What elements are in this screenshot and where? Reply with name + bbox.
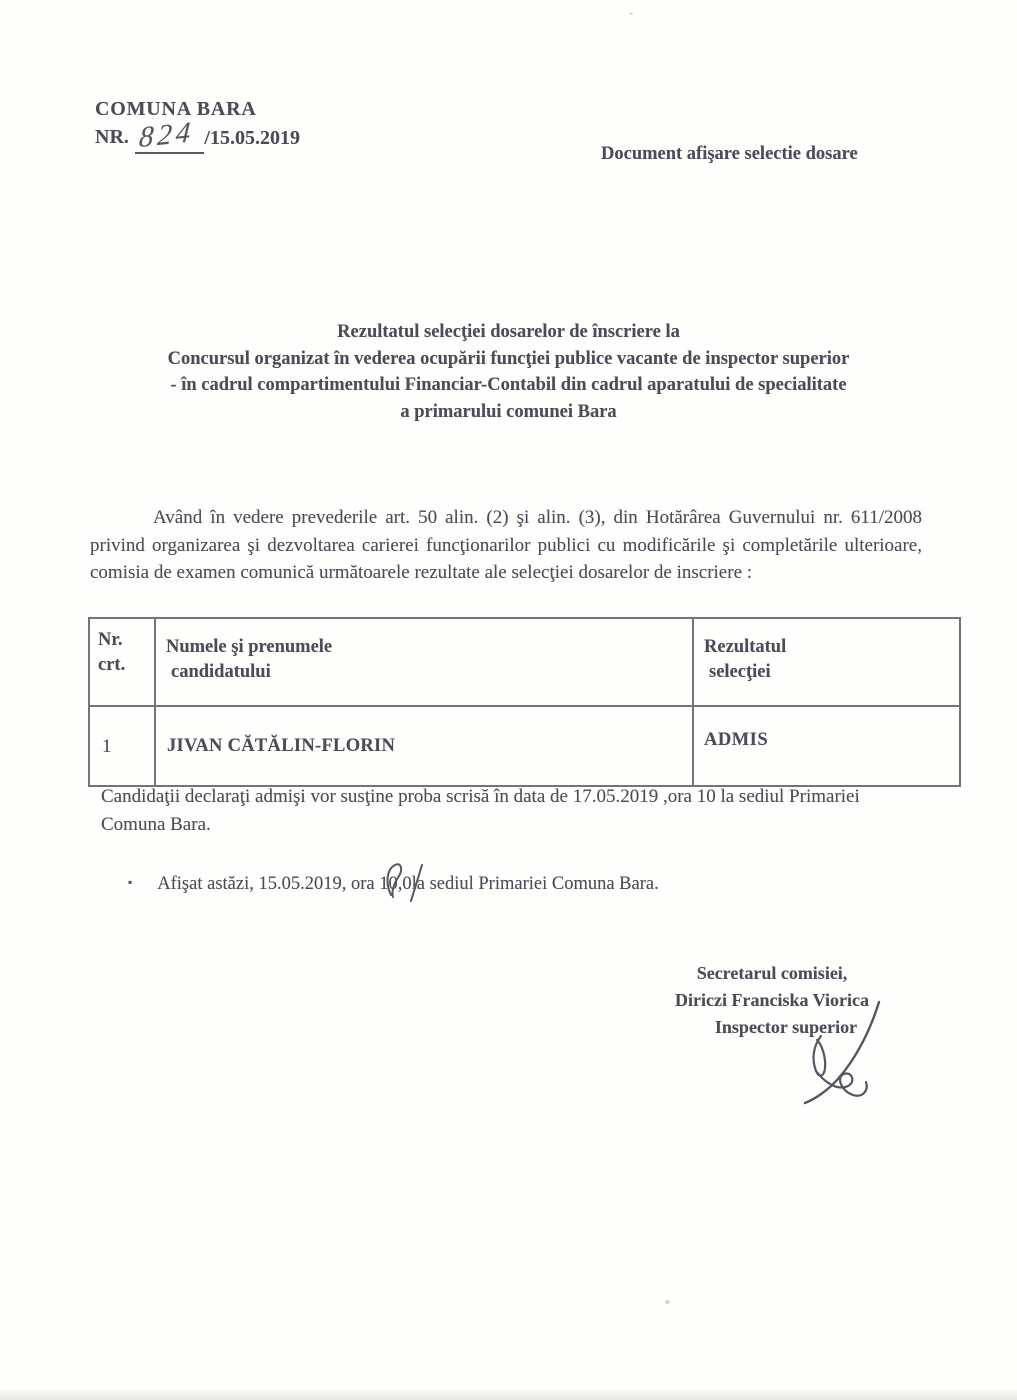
document-header — [95, 98, 300, 156]
table-header-row — [89, 618, 960, 706]
header-cell-name — [155, 618, 693, 706]
hour-digits: 0,0 — [388, 874, 412, 894]
cell-candidate-name: JIVAN CĂTĂLIN-FLORIN — [155, 706, 693, 786]
scanner-edge-shadow — [0, 1388, 1017, 1400]
written-test-note: Candidaţii declaraţi admişi vor susţine proba scrisă în data de 17.05.2019 ,ora 10 la sediul Primariei Comuna Bara. — [101, 786, 860, 835]
header-cell-result — [693, 618, 960, 706]
scan-speck — [629, 12, 633, 15]
signature-name-line: Diriczi Franciska Viorica — [675, 990, 869, 1010]
header-result-line1: Rezultatul — [704, 637, 787, 657]
organization-name: COMUNA BARA — [95, 98, 257, 120]
square-bullet-icon: ▪ — [128, 875, 133, 889]
scan-speck — [665, 1300, 670, 1304]
posting-note-line — [128, 874, 659, 895]
title-line-3: - în cadrul compartimentului Financiar-Contabil din cadrul aparatului de specialitate — [170, 375, 847, 395]
handwritten-hour — [388, 874, 411, 895]
title-line-1: Rezultatul selecţiei dosarelor de înscriere la — [337, 322, 680, 342]
document-title — [0, 319, 1017, 425]
document-type-label: Document afişare selectie dosare — [601, 144, 858, 164]
title-line-2: Concursul organizat în vederea ocupării funcţiei publice vacante de inspector superior — [167, 348, 850, 369]
handwritten-number-underline — [135, 115, 205, 155]
title-line-4: a primarului comunei Bara — [400, 401, 617, 422]
nr-label: NR. — [95, 126, 129, 148]
cell-result: ADMIS — [693, 706, 960, 786]
header-nr-line1: Nr. — [98, 630, 123, 650]
results-table — [88, 617, 961, 787]
table-row — [89, 706, 960, 786]
handwritten-signature — [775, 1000, 890, 1105]
header-name-line1: Numele şi prenumele — [166, 637, 333, 657]
signature-role-line: Secretarul comisiei, — [696, 963, 848, 983]
header-result-line2: selecţiei — [709, 662, 771, 682]
posting-text-after: la sediul Primariei Comuna Bara. — [411, 874, 659, 894]
handwritten-registration-number: 824 — [137, 115, 196, 155]
registration-number-line — [95, 115, 300, 156]
header-nr-line2: crt. — [98, 655, 126, 675]
header-cell-nr — [89, 618, 155, 706]
cell-row-number: 1 — [89, 706, 155, 786]
header-name-line2: candidatului — [171, 662, 271, 682]
intro-paragraph: Având în vedere prevederile art. 50 alin. (2) şi alin. (3), din Hotărârea Guvernului nr. 611/2008 privind organizarea şi dezvoltarea carierei funcţionarilor publici cu modificările şi completările ulterioare, comisia de examen comunică următoarele rezultate ale selecţiei dosarelor de inscriere : — [90, 507, 922, 583]
registration-date: /15.05.2019 — [204, 127, 300, 149]
posting-text-before: Afişat astăzi, 15.05.2019, ora 1 — [157, 874, 389, 894]
signature-title-line: Inspector superior — [714, 1017, 858, 1037]
